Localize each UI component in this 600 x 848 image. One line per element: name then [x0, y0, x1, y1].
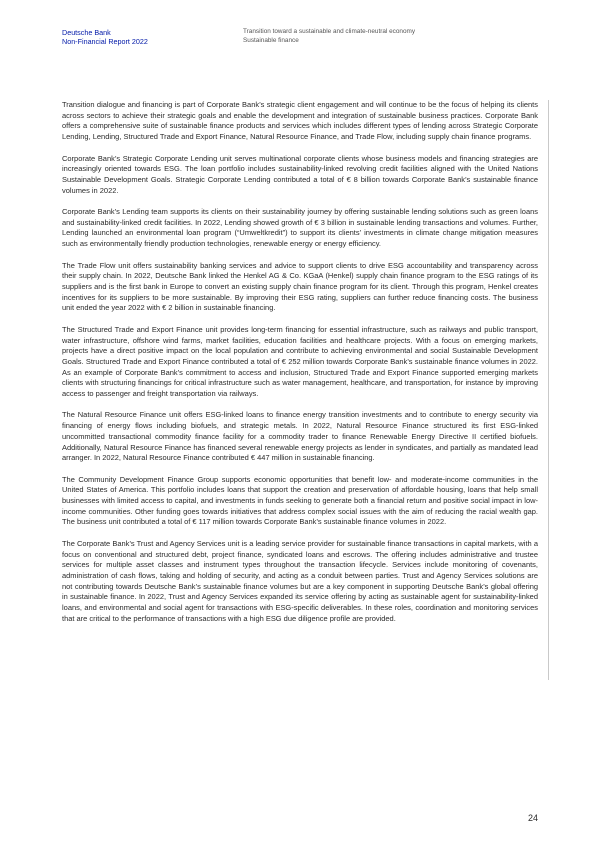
paragraph-natural-resource-finance: The Natural Resource Finance unit offers ESG-linked loans to finance energy transition investments and to contribute to energy security via financing of energy flows including biofuels, and strategic metals. In 2022, Natural Resource Finance structured its first ESG-linked uncommitted transactional commodity finance facility for a commodity trader to finance Renewable Energy Directive II certified biofuels. Additionally, Natural Resource Finance has financed several renewable energy projects as lender in syndicates, and partially as mandated lead arranger. In 2022, Natural Resource Finance contributed € 447 million in sustainable financing.	[62, 410, 538, 463]
paragraph-trust-agency-services: The Corporate Bank’s Trust and Agency Services unit is a leading service provider for sustainable finance transactions in capital markets, with a focus on conventional and structured debt, project finance, syndicated loans and escrows. The offering includes administrative and trustee services for multiple asset classes and instrument types throughout the transaction lifecycle. Services include monitoring of covenants, administration of cash flows, taking and holding of security, and acting as a conduit between parties. Trust and Agency Services solutions are not contributing towards Deutsche Bank’s sustainable finance volumes but are a key component in supporting Deutsche Bank’s global offering in sustainable finance. In 2022, Trust and Agency Services expanded its service offering by acting as sustainable agent for sustainability-linked loans, and environmental and social agent for transactions with ESG-specific deliverables. In these roles, coordination and monitoring services that are critical to the performance of transactions with a high ESG due diligence profile are provided.	[62, 538, 538, 623]
brand-name: Deutsche Bank	[62, 28, 111, 37]
chapter-title: Transition toward a sustainable and climate-neutral economy	[243, 28, 416, 35]
paragraph-trade-flow: The Trade Flow unit offers sustainability banking services and advice to support clients to drive ESG accountability and transparency across their supply chain. In 2022, Deutsche Bank linked the Henkel AG & Co. KGaA (Henkel) supply chain finance program to the ESG ratings of its suppliers and is the first bank in Europe to convert an existing supply chain finance program for its client. Through this program, Henkel creates incentives for its suppliers to be more sustainable. By improving their ESG rating, suppliers can further reduce financing costs. The business unit ended the year 2022 with € 2 billion in sustainable financing.	[62, 260, 538, 313]
paragraph-structured-trade: The Structured Trade and Export Finance unit provides long-term financing for essential infrastructure, such as railways and public transport, water infrastructure, offshore wind farms, market facilities, education facilities and healthcare projects. With a focus on emerging markets, projects have a direct positive impact on the local population and contribute to achieving environmental and social Sustainable Development Goals. Structured Trade and Export Finance contributed a total of € 252 million towards Corporate Bank’s sustainable finance volumes in 2022. As an example of Corporate Bank’s commitment to access and inclusion, Structured Trade and Export Finance supported emerging markets clients with structuring financings for critical infrastructure such as water management, healthcare, and transportation, for instance by improving access to passenger and freight transportation via railways.	[62, 324, 538, 398]
paragraph-transition-dialogue: Transition dialogue and financing is part of Corporate Bank’s strategic client engagement and will continue to be the focus of helping its clients across sectors to achieve their strategic goals and enable the development and integration of sustainable business practices. Corporate Bank offers a comprehensive suite of sustainable finance products and services which includes different types of lending across Strategic Corporate Lending, Lending, Structured Trade and Export Finance, Natural Resource Finance, and Trade Flow, including supply chain finance programs.	[62, 100, 538, 142]
section-title: Sustainable finance	[243, 36, 299, 44]
report-title: Non-Financial Report 2022	[62, 37, 148, 47]
report-header-brand	[62, 28, 148, 47]
paragraph-lending: Corporate Bank’s Lending team supports its clients on their sustainability journey by offering sustainable lending solutions such as green loans and sustainability-linked credit facilities. In 2022, Lending showed growth of € 3 billion in sustainable lending transactions and volumes. Further, Lending launched an environmental loan program (“Umweltkredit”) to support its clients’ investments in climate change mitigation measures such as environmentally friendly production technologies, renewable energy or energy efficiency.	[62, 207, 538, 249]
margin-rule	[548, 100, 549, 680]
page-number: 24	[527, 813, 538, 823]
section-header	[243, 28, 415, 45]
paragraph-community-development: The Community Development Finance Group supports economic opportunities that benefit low- and moderate-income communities in the United States of America. This portfolio includes loans that support the creation and preservation of affordable housing, loans that help small businesses with limited access to capital, and investments in funds seeking to generate both a financial return and positive social impact in low-income communities. Other funding goes towards initiatives that address complex social issues with the aim of reducing the racial wealth gap. The business unit contributed a total of € 117 million towards Corporate Bank’s sustainable finance volumes in 2022.	[62, 474, 538, 527]
paragraph-strategic-corporate-lending: Corporate Bank’s Strategic Corporate Lending unit serves multinational corporate clients whose business models and financing strategies are increasingly oriented towards ESG. The loan portfolio includes sustainability-linked revolving credit facilities aligned with the United Nations Sustainable Development Goals. Strategic Corporate Lending contributed a total of € 8 billion towards Corporate Bank’s sustainable finance volumes in 2022.	[62, 153, 538, 195]
body-text	[62, 100, 538, 635]
